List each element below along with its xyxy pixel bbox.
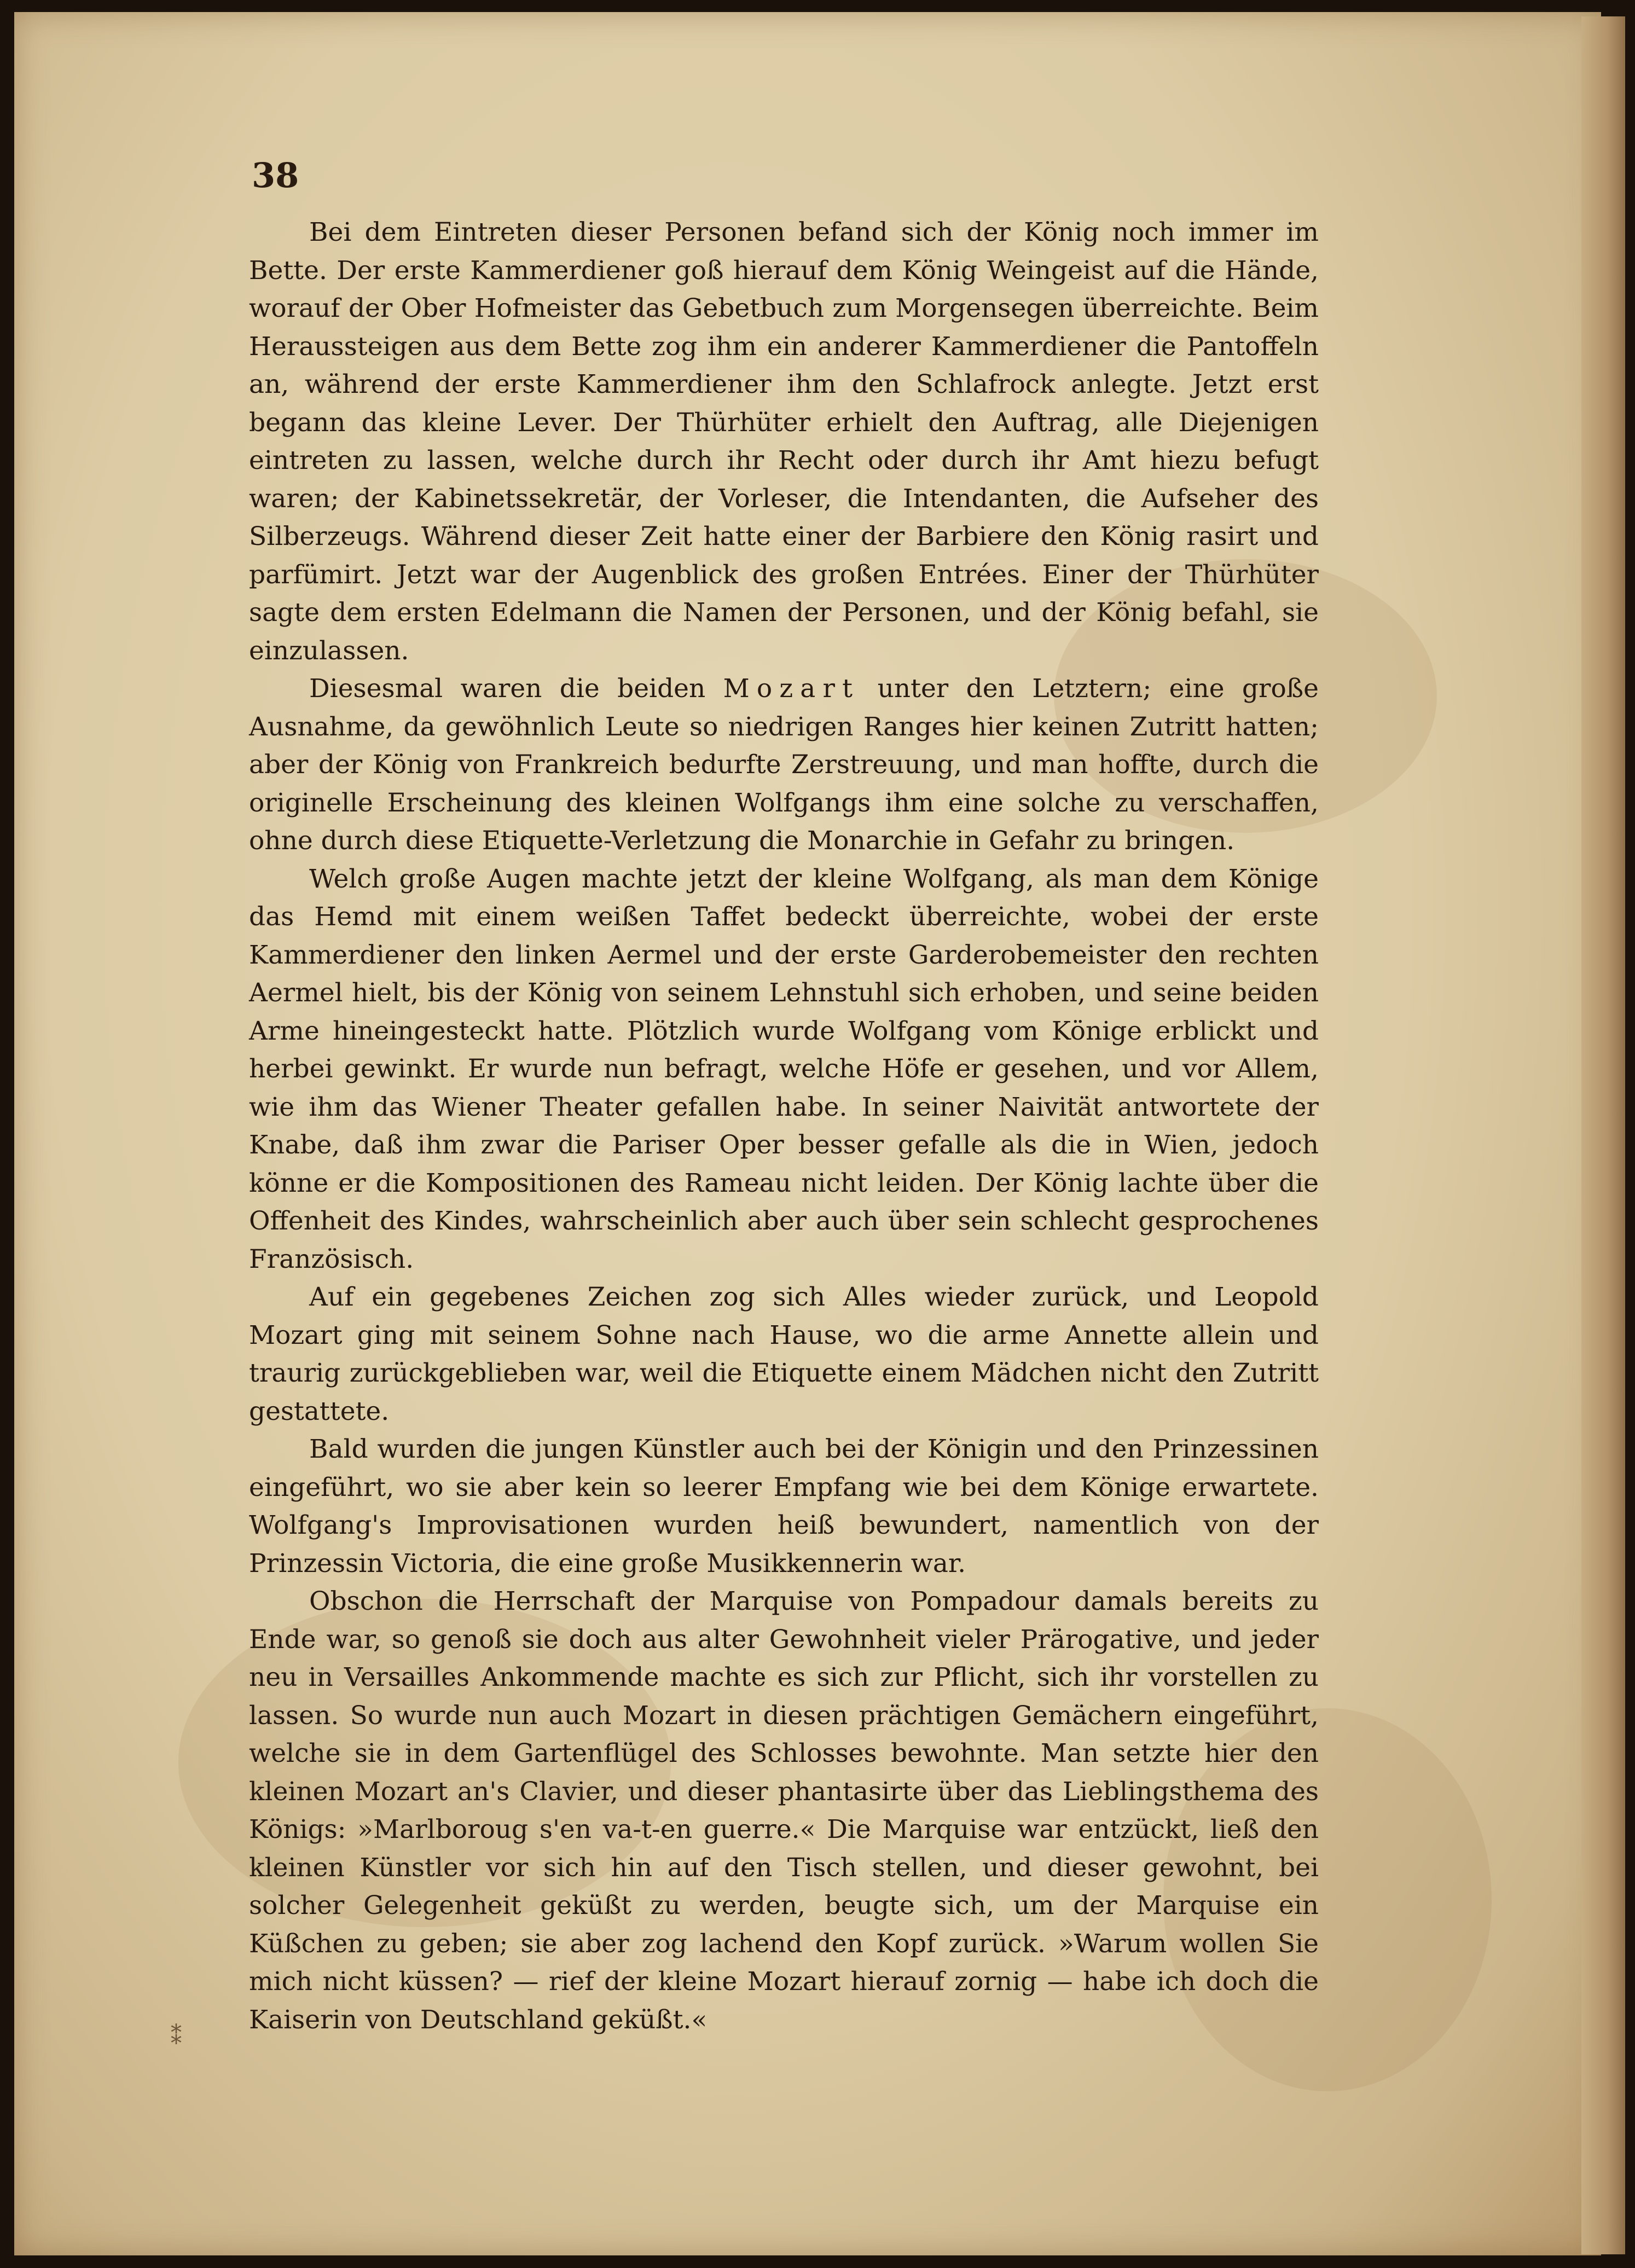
paragraph: Bald wurden die jungen Künstler auch bei der Königin und den Prinzessinen eingeführt, wo sie aber kein so leerer Empfang wie bei dem Könige erwartete. Wolfgang's Improvisationen wurden heiß bewundert, namentlich von der Prinzessin Victoria, die eine große Musikkennerin war. xyxy=(249,1434,1319,1579)
paragraph xyxy=(249,670,1319,860)
paragraph: Auf ein gegebenes Zeichen zog sich Alles wieder zurück, und Leopold Mozart ging mit seinem Sohne nach Hause, wo die arme Annette allein und traurig zurückgeblieben war, weil die Etiquette einem Mädchen nicht den Zutritt gestattete. xyxy=(249,1282,1319,1426)
paragraph: Obschon die Herrschaft der Marquise von Pompadour damals bereits zu Ende war, so genoß sie doch aus alter Gewohnheit vieler Prärogative, und jeder neu in Versailles Ankommende machte es sich zur Pflicht, sich ihr vorstellen zu lassen. So wurde nun auch Mozart in diesen prächtigen Gemächern eingeführt, welche sie in dem Gartenflügel des Schlosses bewohnte. Man setzte hier den kleinen Mozart an's Clavier, und dieser phantasirte über das Lieblingsthema des Königs: »Marlboroug s'en va-t-en guerre.« Die Marquise war entzückt, ließ den kleinen Künstler vor sich hin auf den Tisch stellen, und dieser gewohnt, bei solcher Gelegenheit geküßt zu werden, beugte sich, um der Marquise ein Küßchen zu geben; sie aber zog lachend den Kopf zurück. »Warum wollen Sie mich nicht küssen? — rief der kleine Mozart hierauf zornig — habe ich doch die Kaiserin von Deutschland geküßt.« xyxy=(249,1586,1319,2035)
paragraph-text: unter den Letztern; eine große Ausnahme, da gewöhnlich Leute so niedrigen Ranges hier keinen Zutritt hatten; aber der König von Frankreich bedurfte Zerstreuung, und man hoffte, durch die originelle Erscheinung des kleinen Wolfgangs ihm eine solche zu verschaffen, ohne durch diese Etiquette-Verletzung die Monarchie in Gefahr zu bringen. xyxy=(249,674,1319,856)
page-number: 38 xyxy=(252,155,299,195)
body-text xyxy=(249,213,1319,2039)
paragraph: Bei dem Eintreten dieser Personen befand sich der König noch immer im Bette. Der erste Kammerdiener goß hierauf dem König Weingeist auf die Hände, worauf der Ober Hofmeister das Gebetbuch zum Morgensegen überreichte. Beim Heraussteigen aus dem Bette zog ihm ein anderer Kammerdiener die Pantoffeln an, während der erste Kammerdiener ihm den Schlafrock anlegte. Jetzt erst begann das kleine Lever. Der Thürhüter erhielt den Auftrag, alle Diejenigen eintreten zu lassen, welche durch ihr Recht oder durch ihr Amt hiezu befugt waren; der Kabinetssekretär, der Vorleser, die Intendanten, die Aufseher des Silberzeugs. Während dieser Zeit hatte einer der Barbiere den König rasirt und parfümirt. Jetzt war der Augenblick des großen Entrées. Einer der Thürhüter sagte dem ersten Edelmann die Namen der Personen, und der König befahl, sie einzulassen. xyxy=(249,217,1319,666)
paragraph: Welch große Augen machte jetzt der kleine Wolfgang, als man dem Könige das Hemd mit einem weißen Taffet bedeckt überreichte, wobei der erste Kammerdiener den linken Aermel und der erste Garderobemeister den rechten Aermel hielt, bis der König von seinem Lehnstuhl sich erhoben, und seine beiden Arme hineingesteckt hatte. Plötzlich wurde Wolfgang vom Könige erblickt und herbei gewinkt. Er wurde nun befragt, welche Höfe er gesehen, und vor Allem, wie ihm das Wiener Theater gefallen habe. In seiner Naivität antwortete der Knabe, daß ihm zwar die Pariser Oper besser gefalle als die in Wien, jedoch könne er die Kompositionen des Rameau nicht leiden. Der König lachte über die Offenheit des Kindes, wahrscheinlich aber auch über sein schlecht gesprochenes Französisch. xyxy=(249,863,1319,1274)
paragraph-text: Diesesmal waren die beiden xyxy=(309,674,723,704)
emphasized-name: Mozart xyxy=(723,674,860,704)
page-edge xyxy=(1581,16,1625,2254)
margin-mark: ⁑ xyxy=(171,2025,182,2050)
